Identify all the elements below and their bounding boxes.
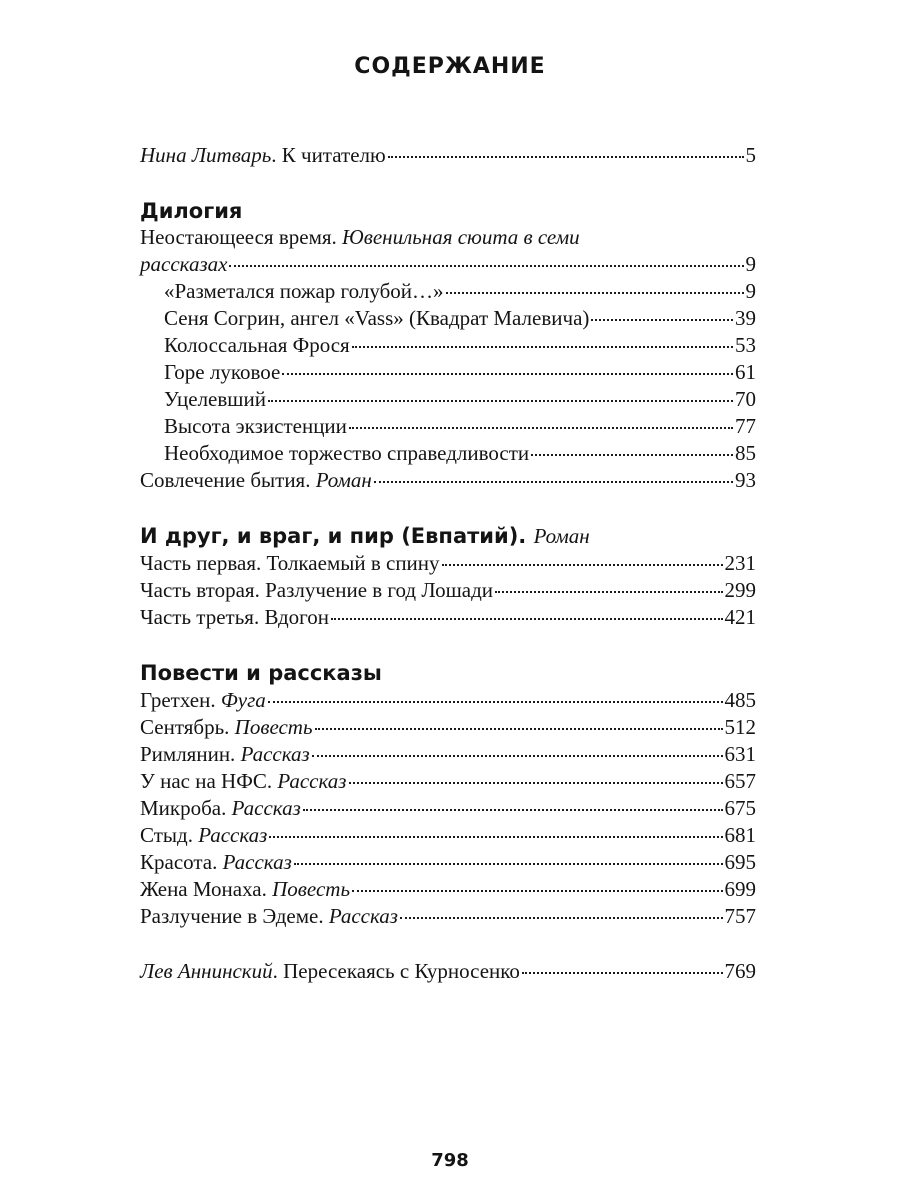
dot-leader xyxy=(312,735,723,757)
entry-title xyxy=(140,956,520,986)
entry-text: Микроба. xyxy=(140,796,232,820)
dot-leader xyxy=(331,598,723,620)
entry-page: 299 xyxy=(724,578,756,602)
dot-leader xyxy=(269,816,722,838)
entry-genre: Фуга xyxy=(220,688,266,712)
entry-page: 77 xyxy=(735,414,756,438)
entry-title: Уцелевший xyxy=(164,387,266,411)
entry-page: 9 xyxy=(745,252,756,276)
entry-title: Часть вторая. Разлучение в год Лошади xyxy=(140,578,493,602)
entry-title: Сеня Согрин, ангел «Vass» (Квадрат Малевича) xyxy=(164,306,590,330)
entry-text: Совлечение бытия. xyxy=(140,468,316,492)
entry-genre: Рассказ xyxy=(240,742,310,766)
entry-genre: Рассказ xyxy=(231,796,301,820)
entry-page: 485 xyxy=(724,688,756,712)
entry-title xyxy=(140,140,386,170)
entry-page: 421 xyxy=(724,605,756,629)
dot-leader xyxy=(349,407,733,429)
dot-leader xyxy=(522,952,723,974)
entry-text: . К читателю xyxy=(271,143,386,167)
entry-title: «Разметался пожар голубой…» xyxy=(164,279,444,303)
dot-leader xyxy=(442,544,723,566)
dot-leader xyxy=(374,461,733,483)
entry-title xyxy=(140,739,310,769)
entry-genre: Рассказ xyxy=(328,904,398,928)
entry-page: 512 xyxy=(724,715,756,739)
dot-leader xyxy=(495,571,723,593)
entry-title xyxy=(140,901,398,931)
entry-page: 231 xyxy=(724,551,756,575)
entry-page: 61 xyxy=(735,360,756,384)
dot-leader xyxy=(229,245,743,267)
entry-genre: Рассказ xyxy=(222,850,292,874)
entry-genre: Повесть xyxy=(272,877,351,901)
entry-text: Сентябрь. xyxy=(140,715,235,739)
entry-title: Необходимое торжество справедливости xyxy=(164,441,530,465)
entry-text: Разлучение в Эдеме. xyxy=(140,904,329,928)
entry-title xyxy=(140,685,266,715)
section-heading-stories: Повести и рассказы xyxy=(140,661,382,685)
dot-leader xyxy=(349,762,723,784)
heading-text: И друг, и враг, и пир (Евпатий). xyxy=(140,524,534,548)
entry-title: Часть третья. Вдогон xyxy=(140,605,329,629)
toc-entry-work2 xyxy=(140,465,756,495)
entry-page: 695 xyxy=(724,850,756,874)
section-heading-dilogy: Дилогия xyxy=(140,199,243,223)
toc-entry-story xyxy=(140,901,756,931)
entry-page: 657 xyxy=(724,769,756,793)
entry-genre: Роман xyxy=(315,468,372,492)
dot-leader xyxy=(282,353,733,375)
page-title: СОДЕРЖАНИЕ xyxy=(354,54,546,79)
entry-title xyxy=(140,712,313,742)
entry-title: Часть первая. Толкаемый в спину xyxy=(140,551,440,575)
entry-title: Колоссальная Фрося xyxy=(164,333,350,357)
dot-leader xyxy=(531,434,733,456)
entry-title xyxy=(140,465,372,495)
entry-text: Стыд. xyxy=(140,823,199,847)
page-number: 798 xyxy=(431,1150,469,1171)
entry-genre: Повесть xyxy=(234,715,313,739)
entry-title xyxy=(140,820,267,850)
dot-leader xyxy=(294,843,723,865)
entry-title: Высота экзистенции xyxy=(164,414,347,438)
entry-text: У нас на НФС. xyxy=(140,769,278,793)
entry-text: Римлянин. xyxy=(140,742,241,766)
heading-genre: Роман xyxy=(533,524,590,548)
entry-page: 675 xyxy=(724,796,756,820)
entry-page: 631 xyxy=(724,742,756,766)
entry-page: 757 xyxy=(724,904,756,928)
dot-leader xyxy=(352,870,722,892)
toc-entry-afterword xyxy=(140,956,756,986)
entry-page: 85 xyxy=(735,441,756,465)
dot-leader xyxy=(352,326,733,348)
entry-text: Гретхен. xyxy=(140,688,221,712)
dot-leader xyxy=(446,272,744,294)
entry-page: 93 xyxy=(735,468,756,492)
entry-page: 769 xyxy=(724,959,756,983)
entry-title: Горе луковое xyxy=(164,360,281,384)
toc-entry-part xyxy=(140,602,756,632)
entry-page: 699 xyxy=(724,877,756,901)
entry-author: Лев Аннинский xyxy=(140,959,273,983)
entry-page: 53 xyxy=(735,333,756,357)
dot-leader xyxy=(388,136,744,158)
toc-entry-intro xyxy=(140,140,756,170)
entry-genre: Ювенильная сюита в семи xyxy=(342,225,580,249)
entry-text: Красота. xyxy=(140,850,223,874)
entry-author: Нина Литварь xyxy=(140,143,272,167)
dot-leader xyxy=(268,681,723,703)
dot-leader xyxy=(400,897,723,919)
dot-leader xyxy=(303,789,723,811)
dot-leader xyxy=(315,708,723,730)
entry-title xyxy=(140,874,350,904)
entry-page: 5 xyxy=(745,143,756,167)
entry-genre: рассказах xyxy=(140,252,228,276)
entry-genre: Рассказ xyxy=(198,823,268,847)
entry-text: Жена Монаха. xyxy=(140,877,273,901)
dot-leader xyxy=(268,380,733,402)
dot-leader xyxy=(591,299,733,321)
entry-page: 681 xyxy=(724,823,756,847)
entry-text: . Пересекаясь с Курносенко xyxy=(272,959,520,983)
entry-page: 9 xyxy=(745,279,756,303)
entry-title xyxy=(140,847,292,877)
entry-genre: Рассказ xyxy=(277,769,347,793)
entry-page: 39 xyxy=(735,306,756,330)
entry-text: Неостающееся время. xyxy=(140,225,343,249)
entry-page: 70 xyxy=(735,387,756,411)
